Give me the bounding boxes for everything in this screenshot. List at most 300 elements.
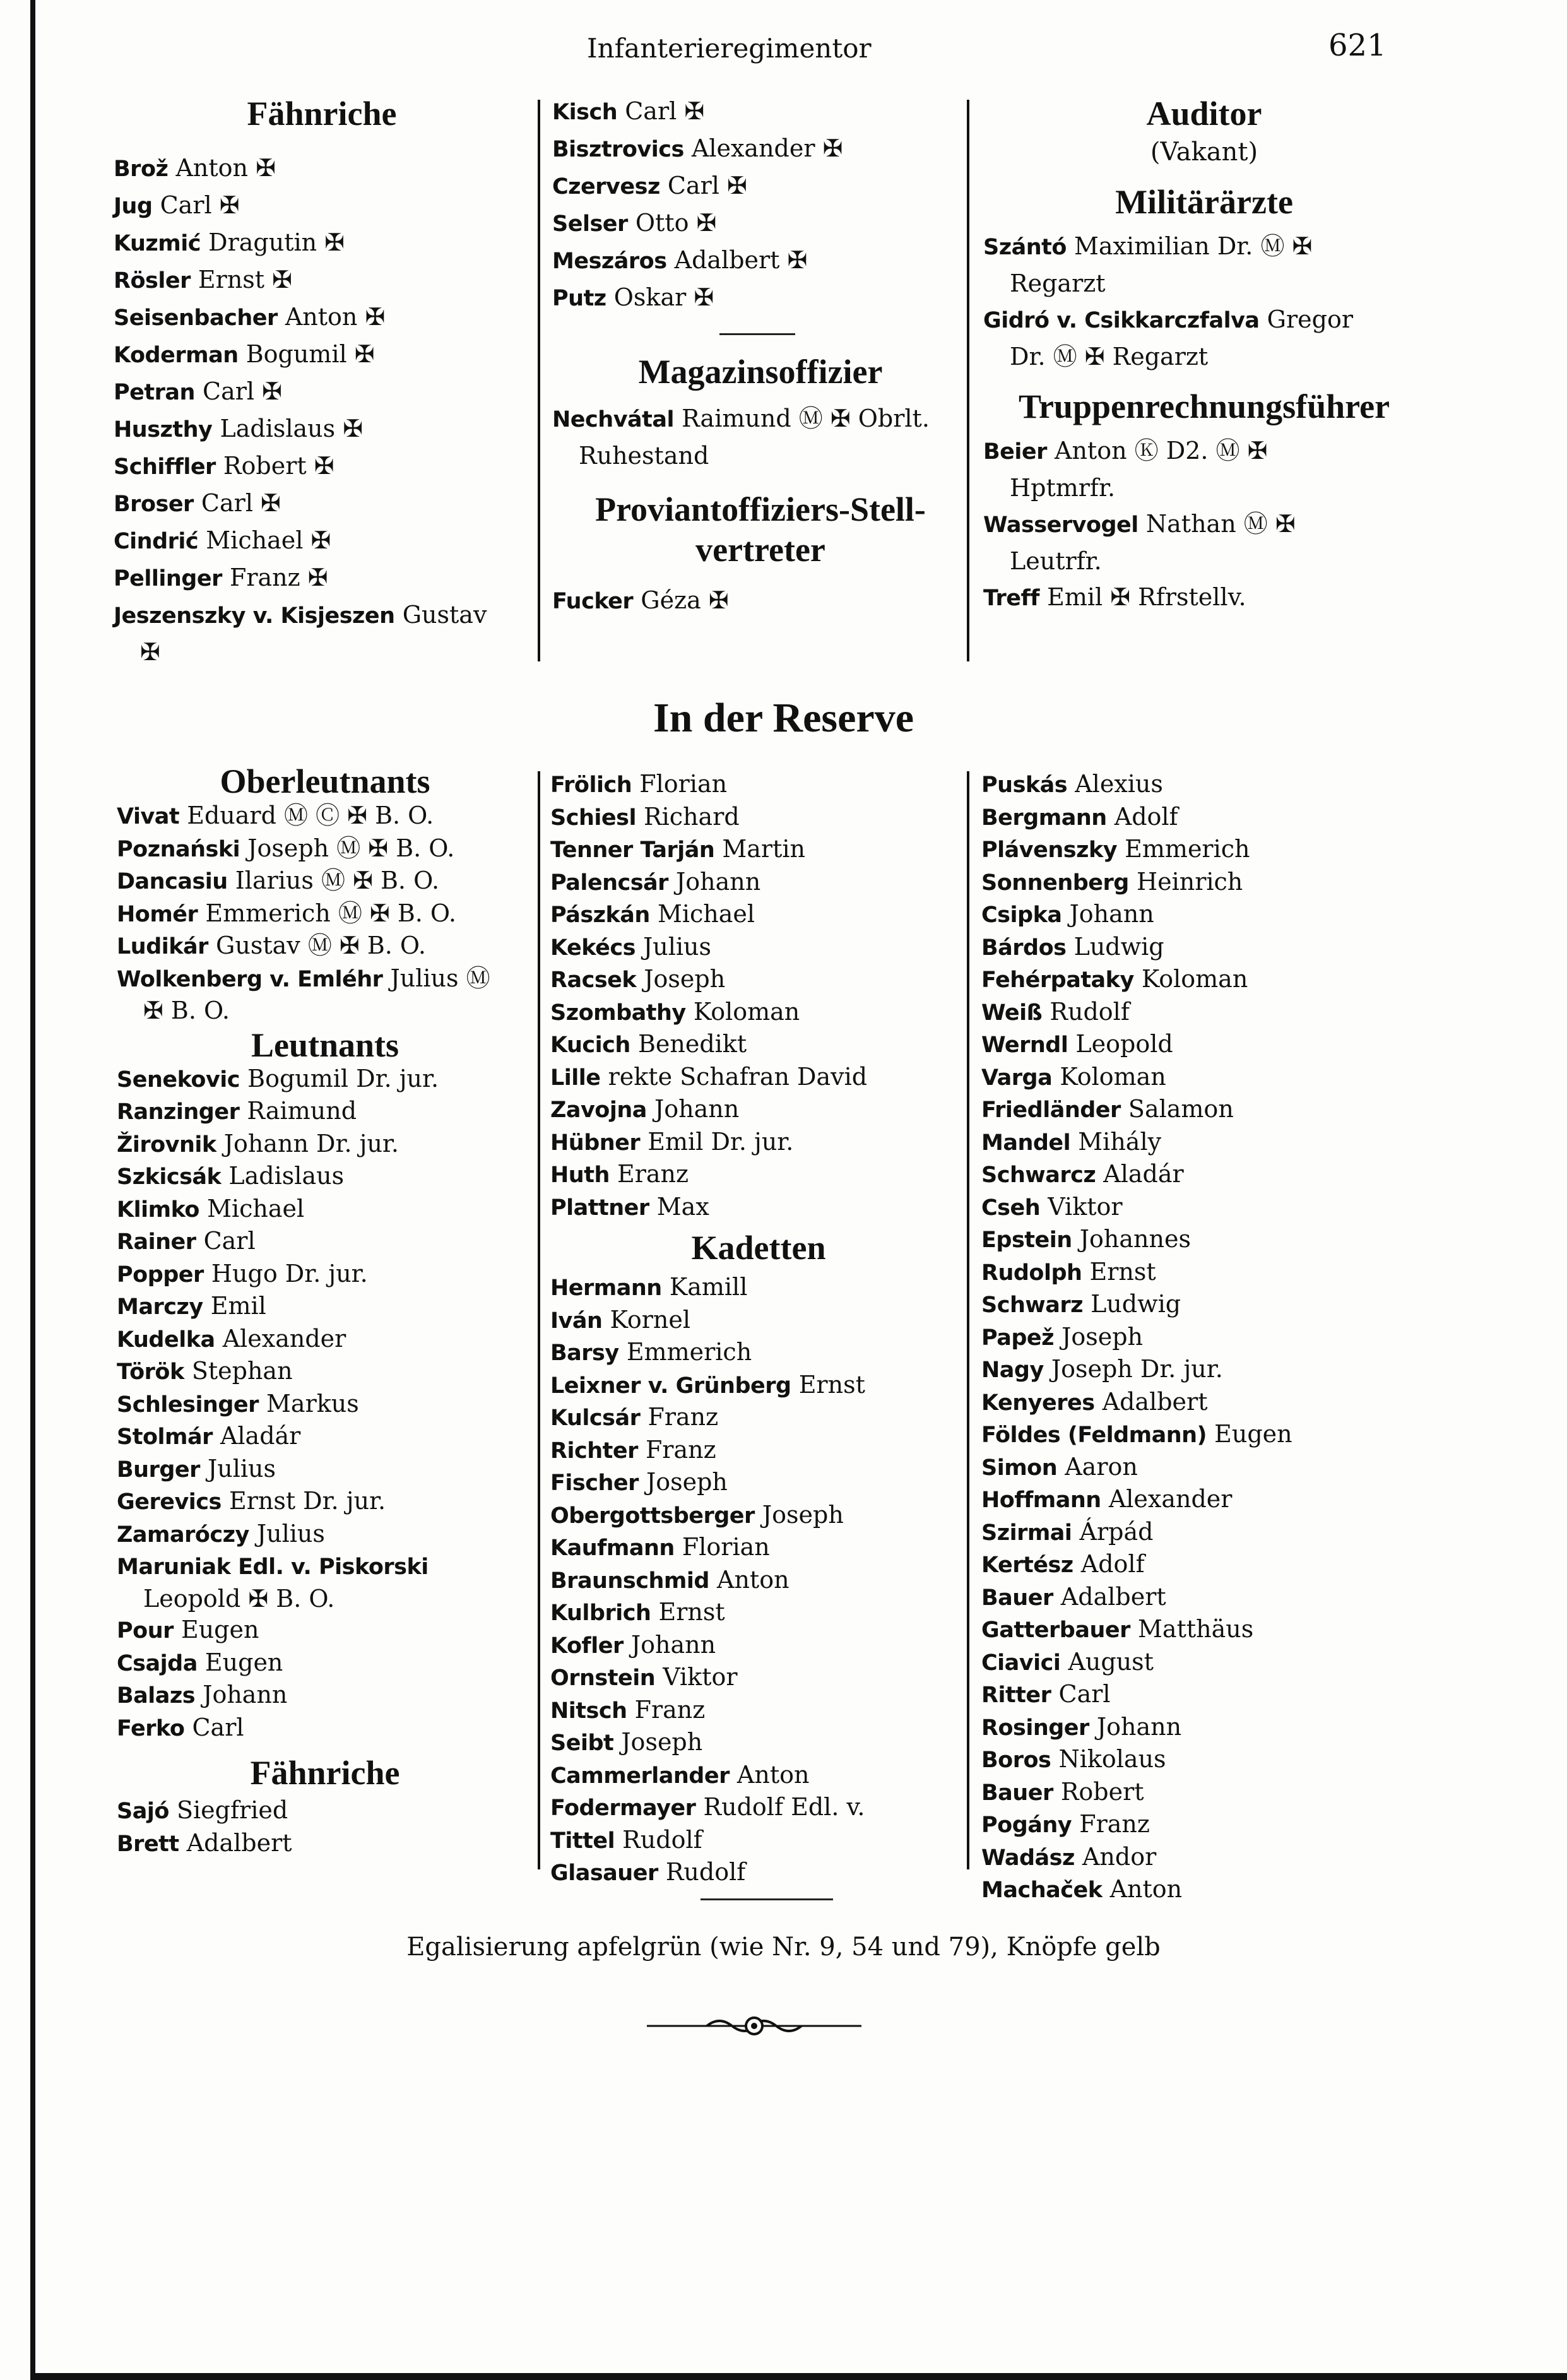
entry-surname: Sajó	[117, 1799, 169, 1824]
entry-surname: Nitsch	[550, 1698, 627, 1724]
entry-surname: Fehérpataky	[981, 968, 1134, 993]
entry-surname: Zavojna	[550, 1098, 647, 1123]
entry-surname: Kuzmić	[114, 231, 201, 256]
running-head: Infanterieregimentor	[587, 33, 872, 64]
entry-surname: Plávenszky	[981, 838, 1118, 863]
entry-surname: Zamaróczy	[117, 1522, 249, 1548]
list-item	[552, 205, 969, 242]
entry-surname: Kisch	[552, 100, 618, 125]
entry-details: Siegfried	[176, 1796, 288, 1824]
entry-surname: Nagy	[981, 1358, 1044, 1383]
entry-details: Richard	[644, 802, 740, 831]
entry-details: Julius Ⓜ	[390, 964, 490, 992]
list-item	[117, 1679, 533, 1712]
entry-surname: Rosinger	[981, 1715, 1089, 1741]
entry-details: Rudolf	[622, 1825, 702, 1854]
list-item	[117, 995, 533, 1027]
entry-details: Johann	[1069, 900, 1154, 928]
entry-details: Ludwig	[1091, 1290, 1181, 1318]
entry-surname: Cindrić	[114, 529, 199, 554]
list-item	[550, 834, 967, 867]
entry-details: Anton	[717, 1565, 789, 1594]
entry-surname: Csajda	[117, 1650, 198, 1676]
entry-surname: Barsy	[550, 1341, 619, 1366]
entry-surname: Kekécs	[550, 935, 636, 961]
entry-details: Mihály	[1078, 1127, 1162, 1156]
list-item	[114, 448, 530, 485]
entry-details: Eduard Ⓜ Ⓒ ✠ B. O.	[187, 802, 434, 829]
entry-details: Aaron	[1065, 1452, 1138, 1481]
entry-surname: Rudolph	[981, 1260, 1082, 1286]
list-item	[117, 1421, 533, 1453]
list-item	[981, 1387, 1423, 1419]
list-item	[981, 1192, 1423, 1224]
entry-details: Johann Dr. jur.	[223, 1129, 399, 1157]
entry-list	[552, 583, 969, 620]
entry-surname: Schwarcz	[981, 1163, 1096, 1188]
entry-surname: Fucker	[552, 589, 634, 614]
entry-details: Árpád	[1079, 1517, 1154, 1546]
entry-surname: Poznański	[117, 836, 240, 862]
entry-surname: Bauer	[981, 1585, 1053, 1611]
list-item	[114, 560, 530, 597]
entry-surname: Bisztrovics	[552, 137, 684, 162]
section-heading: Truppenrechnungsführer	[1018, 388, 1390, 425]
entry-details: Julius	[208, 1454, 276, 1483]
list-item	[981, 997, 1423, 1029]
entry-details: Nikolaus	[1058, 1745, 1166, 1773]
reserve-col-1	[117, 762, 533, 1860]
page-border-left	[30, 0, 35, 2380]
entry-surname: Ciavici	[981, 1650, 1061, 1676]
list-item	[550, 1597, 967, 1630]
entry-details: Leutrfr.	[1010, 547, 1102, 575]
entry-details: Kornel	[610, 1305, 690, 1334]
list-item	[981, 834, 1423, 867]
entry-surname: Dancasiu	[117, 869, 228, 894]
entry-details: Rudolf Edl. v.	[703, 1793, 865, 1821]
list-item	[550, 1727, 967, 1760]
entry-surname: Leixner v. Grünberg	[550, 1373, 791, 1399]
list-item	[981, 1517, 1423, 1549]
entry-surname: Koderman	[114, 343, 239, 368]
list-item	[981, 1647, 1423, 1679]
list-item	[117, 1226, 533, 1258]
list-item	[552, 583, 969, 620]
entry-surname: Pogány	[981, 1813, 1072, 1838]
entry-surname: Boros	[981, 1748, 1051, 1773]
entry-details: Raimund Ⓜ ✠ Obrlt.	[682, 405, 930, 432]
entry-surname: Žirovnik	[117, 1132, 216, 1157]
entry-details: Johann	[203, 1681, 288, 1708]
entry-details: Heinrich	[1136, 867, 1243, 896]
entry-details: Eranz	[617, 1160, 689, 1188]
entry-surname: Jug	[114, 194, 153, 219]
list-item	[117, 898, 533, 931]
list-item	[983, 339, 1425, 375]
entry-details: Johann	[654, 1095, 740, 1123]
entry-details: Johann	[676, 867, 761, 896]
list-item	[117, 833, 533, 866]
entry-details: Joseph	[762, 1500, 844, 1529]
entry-details: Anton ✠	[285, 303, 386, 331]
entry-details: Emil ✠ Rfrstellv.	[1047, 583, 1246, 611]
column-rule	[967, 771, 969, 1869]
entry-details: Viktor	[1048, 1192, 1123, 1221]
entry-surname: Schiffler	[114, 454, 216, 480]
list-item	[114, 485, 530, 523]
list-item	[117, 1128, 533, 1161]
list-item	[552, 131, 969, 168]
entry-surname: Pászkán	[550, 903, 650, 928]
list-item	[550, 899, 967, 932]
list-item	[550, 1062, 967, 1094]
entry-surname: Wasservogel	[983, 512, 1138, 538]
entry-surname: Szkicsák	[117, 1164, 222, 1190]
list-item	[550, 1337, 967, 1370]
entry-details: August	[1068, 1647, 1154, 1676]
entry-list	[550, 1272, 967, 1890]
list-item	[550, 1159, 967, 1192]
list-item	[117, 865, 533, 898]
entry-details: Adalbert	[1102, 1387, 1208, 1416]
entry-details: Ruhestand	[579, 442, 709, 470]
entry-details: Leopold ✠ B. O.	[143, 1584, 335, 1613]
entry-details: Adolf	[1114, 802, 1178, 831]
list-item	[981, 1029, 1423, 1062]
entry-surname: Szántó	[983, 235, 1067, 260]
list-item	[981, 1322, 1423, 1354]
section-heading: Fähnriche	[247, 95, 397, 133]
list-item	[550, 1029, 967, 1062]
entry-surname: Frölich	[550, 773, 632, 798]
entry-surname: Gatterbauer	[981, 1618, 1130, 1643]
entry-details: Ladislaus	[228, 1162, 345, 1190]
entry-details: Franz ✠	[229, 564, 328, 591]
entry-details: Adalbert ✠	[674, 246, 808, 274]
entry-surname: Obergottsberger	[550, 1503, 755, 1529]
entry-surname: Bauer	[981, 1780, 1053, 1806]
list-item	[550, 1695, 967, 1727]
list-item	[981, 802, 1423, 834]
entry-details: Leopold	[1075, 1030, 1173, 1058]
entry-details: Anton ✠	[175, 154, 276, 182]
list-item	[117, 1356, 533, 1388]
entry-details: Joseph	[644, 965, 726, 993]
entry-details: Michael	[207, 1194, 305, 1223]
page-border-bottom	[30, 2373, 1567, 2380]
entry-details: Alexander	[222, 1324, 346, 1353]
entry-details: Oskar ✠	[613, 283, 714, 311]
entry-details: Ernst Dr. jur.	[228, 1487, 386, 1515]
entry-details: Adalbert	[1060, 1582, 1166, 1611]
entry-details: Ernst	[798, 1370, 865, 1399]
entry-details: Joseph	[646, 1468, 728, 1496]
list-item	[981, 932, 1423, 964]
column-rule	[967, 100, 969, 661]
entry-surname: Mandel	[981, 1130, 1071, 1156]
entry-list	[117, 800, 533, 1027]
entry-details: Emmerich Ⓜ ✠ B. O.	[205, 899, 456, 927]
entry-surname: Ferko	[117, 1715, 185, 1741]
entry-surname: Lille	[550, 1065, 601, 1091]
entry-details: Rudolf	[1050, 997, 1130, 1026]
list-item	[550, 1094, 967, 1127]
entry-details: Alexander ✠	[691, 134, 843, 162]
entry-details: Franz	[634, 1695, 706, 1724]
entry-surname: Kertész	[981, 1553, 1073, 1578]
entry-details: Eugen	[180, 1616, 259, 1643]
top-col-2	[552, 93, 969, 620]
list-item	[117, 1795, 533, 1828]
list-item	[114, 225, 530, 262]
entry-details: Ilarius Ⓜ ✠ B. O.	[235, 867, 440, 894]
list-item	[117, 1614, 533, 1647]
entry-details: Carl ✠	[625, 97, 705, 125]
entry-surname: Rainer	[117, 1229, 196, 1255]
entry-surname: Seisenbacher	[114, 305, 278, 331]
list-item	[117, 1096, 533, 1128]
entry-surname: Putz	[552, 286, 606, 311]
entry-surname: Kofler	[550, 1633, 624, 1659]
list-item	[981, 1289, 1423, 1322]
entry-details: Joseph Ⓜ ✠ B. O.	[247, 834, 455, 862]
section-heading: Leutnants	[251, 1026, 399, 1064]
entry-surname: Szombathy	[550, 1000, 686, 1026]
entry-details: Alexius	[1075, 770, 1163, 798]
entry-surname: Varga	[981, 1065, 1053, 1091]
entry-details: Gustav	[402, 601, 487, 629]
list-item	[117, 1647, 533, 1680]
list-item	[117, 1551, 533, 1584]
entry-details: Johann	[1096, 1712, 1182, 1741]
entry-surname: Schlesinger	[117, 1392, 259, 1418]
entry-details: ✠ B. O.	[143, 997, 230, 1024]
entry-details: Alexander	[1108, 1485, 1233, 1513]
list-item	[117, 1519, 533, 1551]
entry-surname: Maruniak Edl. v. Piskorski	[117, 1554, 429, 1580]
list-item	[981, 1159, 1423, 1192]
list-item	[550, 1127, 967, 1159]
entry-surname: Czervesz	[552, 174, 660, 199]
entry-details: Ludwig	[1073, 932, 1164, 961]
list-item	[550, 1565, 967, 1597]
page-number: 621	[1328, 28, 1387, 63]
entry-details: Julius	[643, 932, 711, 961]
entry-details: Aladár	[220, 1422, 301, 1450]
list-item	[550, 997, 967, 1029]
list-item	[981, 1354, 1423, 1387]
entry-surname: Schwarz	[981, 1293, 1083, 1318]
list-item	[114, 187, 530, 225]
column-rule	[538, 771, 540, 1869]
entry-surname: Hübner	[550, 1130, 641, 1156]
entry-surname: Schiesl	[550, 805, 636, 831]
list-item	[550, 1305, 967, 1337]
list-item	[981, 1614, 1423, 1647]
list-item	[981, 964, 1423, 997]
entry-surname: Hoffmann	[981, 1488, 1101, 1513]
list-item	[114, 336, 530, 374]
entry-list	[552, 401, 969, 474]
list-item	[114, 299, 530, 336]
entry-details: Dragutin ✠	[208, 228, 345, 256]
entry-surname: Huszthy	[114, 417, 213, 442]
entry-details: Emil	[210, 1292, 266, 1320]
entry-surname: Fodermayer	[550, 1796, 696, 1821]
list-item	[981, 1452, 1423, 1484]
list-item	[981, 1484, 1423, 1517]
top-col-3	[983, 93, 1425, 617]
list-item	[983, 266, 1425, 302]
reserve-col-3	[981, 769, 1423, 1907]
list-item	[981, 1809, 1423, 1842]
entry-details: Andor	[1082, 1842, 1157, 1871]
entry-details: Johann	[630, 1630, 716, 1659]
entry-surname: Kenyeres	[981, 1390, 1095, 1416]
entry-surname: Jeszenszky v. Kisjeszen	[114, 603, 395, 629]
list-item	[117, 800, 533, 833]
entry-details: Florian	[682, 1533, 770, 1561]
entry-surname: Puskás	[981, 773, 1068, 798]
footer-note: Egalisierung apfelgrün (wie Nr. 9, 54 und 79), Knöpfe gelb	[406, 1933, 1161, 1962]
list-item	[117, 1063, 533, 1096]
list-item	[114, 523, 530, 560]
list-item	[550, 1630, 967, 1662]
entry-details: Robert ✠	[223, 452, 334, 480]
entry-surname: Kaufmann	[550, 1536, 675, 1561]
entry-details: Géza ✠	[641, 586, 729, 614]
entry-details: Max	[656, 1192, 709, 1221]
list-item	[117, 1291, 533, 1323]
entry-surname: Tenner Tarján	[550, 838, 715, 863]
entry-details: Raimund	[247, 1097, 357, 1125]
entry-surname: Ranzinger	[117, 1099, 240, 1125]
entry-surname: Treff	[983, 586, 1039, 611]
entry-surname: Gerevics	[117, 1489, 222, 1515]
entry-details: Bogumil Dr. jur.	[247, 1064, 439, 1092]
list-item	[981, 1874, 1423, 1907]
entry-surname: Broser	[114, 492, 194, 517]
list-item	[981, 1842, 1423, 1874]
list-item	[550, 1760, 967, 1792]
entry-details: Carl ✠	[201, 489, 281, 517]
entry-list	[550, 769, 967, 1224]
entry-details: Franz	[647, 1403, 719, 1431]
entry-details: Florian	[639, 770, 728, 798]
list-item	[114, 150, 530, 187]
entry-details: Michael ✠	[206, 526, 331, 554]
entry-details: Koloman	[1060, 1062, 1166, 1091]
entry-surname: Rösler	[114, 268, 191, 293]
entry-surname: Hermann	[550, 1276, 662, 1301]
list-item	[983, 506, 1425, 543]
entry-surname: Brož	[114, 157, 169, 182]
entry-details: Carl	[1058, 1680, 1111, 1708]
entry-details: Julius	[256, 1519, 325, 1548]
list-item	[550, 1272, 967, 1305]
entry-surname: Wolkenberg v. Emléhr	[117, 966, 383, 992]
entry-details: Anton	[736, 1760, 810, 1789]
entry-details: Ernst	[658, 1598, 725, 1626]
entry-surname: Cseh	[981, 1195, 1041, 1221]
entry-details: Franz	[645, 1435, 716, 1464]
separator	[719, 333, 795, 335]
entry-list	[114, 150, 530, 670]
entry-details: Otto ✠	[635, 209, 717, 237]
entry-surname: Bárdos	[981, 935, 1067, 961]
list-item	[114, 374, 530, 411]
list-item	[550, 1500, 967, 1532]
entry-details: Johannes	[1079, 1225, 1191, 1253]
entry-list	[981, 769, 1423, 1907]
entry-surname: Burger	[117, 1457, 200, 1483]
top-col-1	[114, 93, 530, 670]
section-heading: Proviantoffiziers-Stell-	[595, 490, 926, 528]
section-heading: Fähnriche	[250, 1754, 400, 1792]
entry-surname: Epstein	[981, 1228, 1072, 1253]
list-item	[981, 899, 1423, 932]
section-heading: Auditor	[1146, 95, 1262, 133]
list-item	[117, 930, 533, 963]
list-item	[552, 93, 969, 131]
entry-surname: Richter	[550, 1438, 638, 1464]
list-item	[981, 1257, 1423, 1289]
entry-details: Benedikt	[637, 1030, 747, 1058]
entry-surname: Nechvátal	[552, 407, 674, 432]
list-item	[983, 470, 1425, 506]
section-heading: Oberleutnants	[220, 762, 430, 800]
list-item	[550, 1192, 967, 1224]
entry-details: Rudolf	[665, 1858, 746, 1886]
list-item	[550, 1467, 967, 1500]
entry-surname: Machaček	[981, 1878, 1103, 1903]
entry-details: Adolf	[1080, 1550, 1145, 1578]
entry-surname: Werndl	[981, 1033, 1068, 1058]
list-item	[552, 401, 969, 438]
list-item	[550, 1662, 967, 1695]
entry-surname: Ludikár	[117, 934, 208, 959]
entry-surname: Vivat	[117, 804, 180, 829]
entry-surname: Kucich	[550, 1033, 630, 1058]
list-item	[114, 262, 530, 299]
list-item	[981, 1062, 1423, 1094]
entry-surname: Tittel	[550, 1828, 615, 1854]
entry-surname: Beier	[983, 439, 1047, 465]
list-item	[550, 802, 967, 834]
list-item	[114, 597, 530, 634]
entry-surname: Fischer	[550, 1471, 639, 1496]
entry-list	[983, 433, 1425, 617]
list-item	[981, 867, 1423, 899]
entry-details: Ladislaus ✠	[220, 415, 364, 442]
entry-surname: Stolmár	[117, 1424, 213, 1450]
entry-surname: Pour	[117, 1618, 174, 1643]
entry-details: Maximilian Dr. Ⓜ ✠	[1073, 232, 1313, 260]
list-item	[981, 1094, 1423, 1127]
entry-list	[117, 1795, 533, 1860]
section-heading: vertreter	[695, 531, 825, 569]
entry-surname: Bergmann	[981, 805, 1107, 831]
entry-surname: Wadász	[981, 1845, 1075, 1871]
entry-surname: Braunschmid	[550, 1568, 709, 1594]
entry-details: Adalbert	[186, 1828, 292, 1857]
reserve-heading: In der Reserve	[653, 695, 914, 741]
list-item	[550, 964, 967, 997]
list-item	[981, 1127, 1423, 1159]
list-item	[117, 1712, 533, 1745]
entry-details: Robert	[1060, 1777, 1144, 1806]
